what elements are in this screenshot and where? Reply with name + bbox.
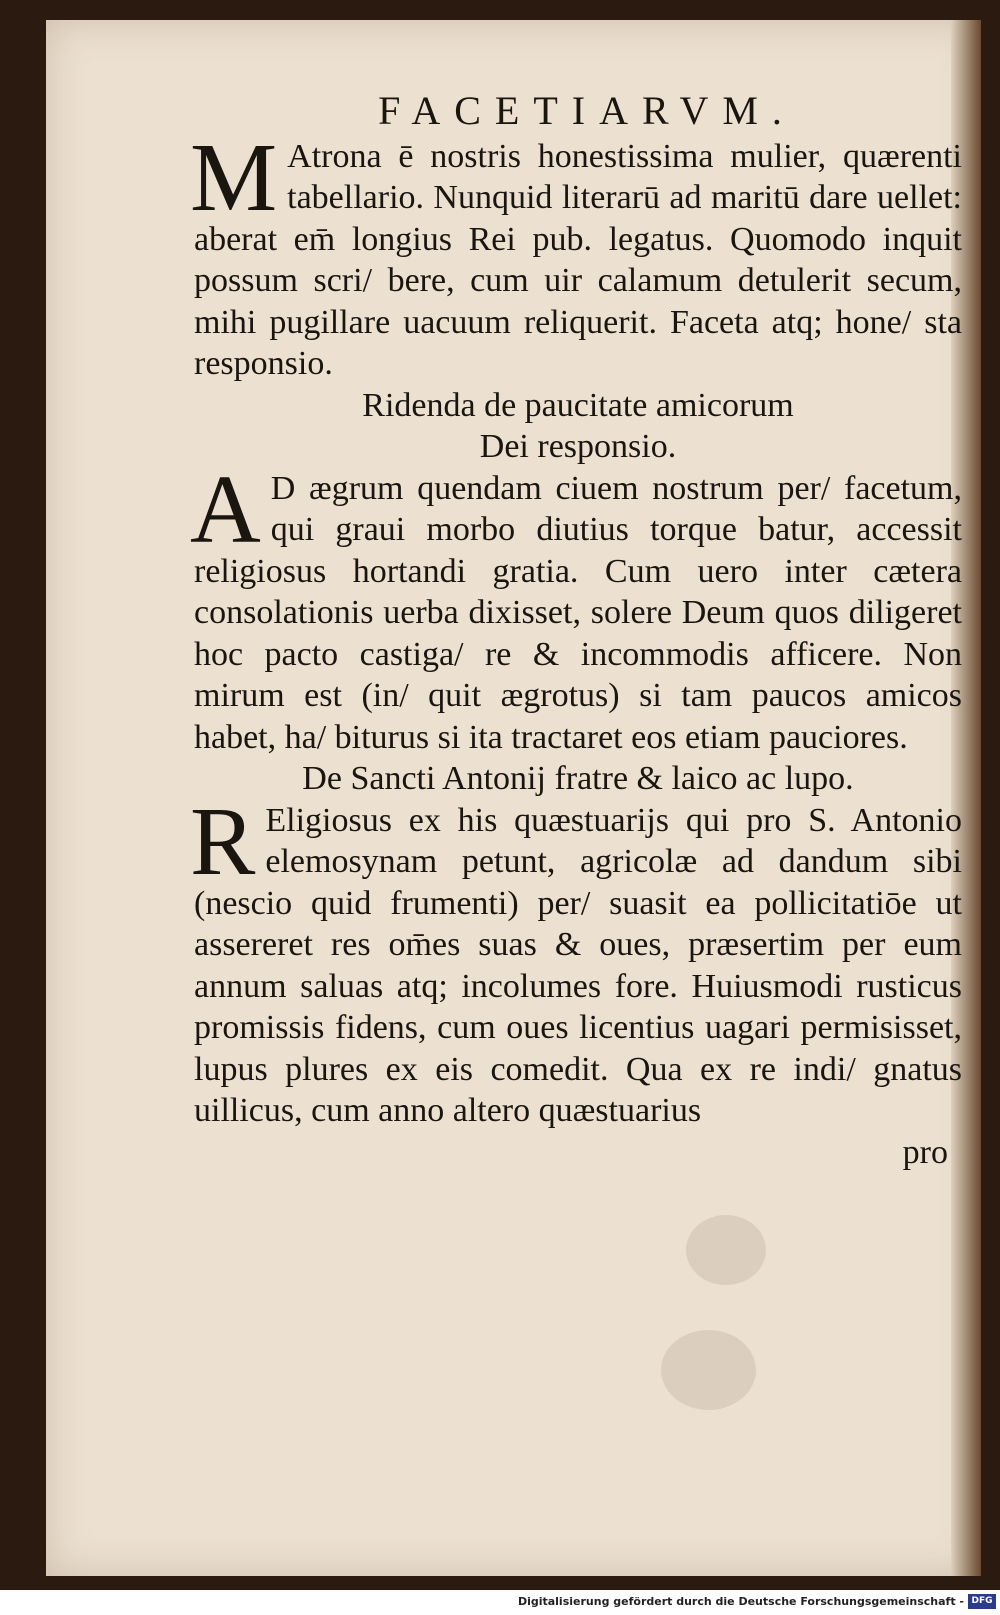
paragraph-religiosus bbox=[190, 787, 962, 1132]
paragraph-text: D ægrum quendam ciuem nostrum per/ facetum, qui graui morbo diutius torque batur, accessit religiosus hortandi gratia. Cum uero inter cætera consolationis uerba dixisset, solere Deum quos diligeret hoc pacto castiga/ re & incommodis afficere. Non mirum est (in/ quit ægrotus) si tam paucos amicos habet, ha/ biturus si ita tractaret eos etiam pauciores. bbox=[194, 469, 962, 756]
drop-initial: M bbox=[190, 123, 278, 232]
running-title: FACETIARVM. bbox=[378, 88, 796, 133]
paper-stain bbox=[661, 1330, 756, 1410]
book-page bbox=[46, 20, 981, 1576]
section-heading bbox=[194, 385, 962, 468]
heading-line: Dei responsio. bbox=[479, 428, 677, 465]
catchword: pro bbox=[902, 1133, 948, 1171]
heading-line: Ridenda de paucitate amicorum bbox=[362, 386, 794, 424]
drop-initial: A bbox=[190, 455, 261, 564]
paper-stain bbox=[686, 1215, 766, 1285]
dfg-logo: DFG bbox=[968, 1594, 996, 1609]
paragraph-text: Atrona ē nostris honestissima mulier, quærenti tabellario. Nunquid literarū ad maritū dare uellet: aberat em̄ longius Rei pub. legatus. Quomodo inquit possum scri/ bere, cum uir calamum detulerit secum, mihi pugillare uacuum reliquerit. Faceta atq; hone/ sta responsio. bbox=[194, 137, 962, 382]
paragraph-matrona bbox=[190, 123, 962, 385]
paragraph-aegrum bbox=[190, 455, 962, 759]
paragraph-text: Eligiosus ex his quæstuarijs qui pro S. Antonio elemosynam petunt, agricolæ ad dandum sibi (nescio quid frumenti) per/ suasit ea pollicitatiōe ut assereret res om̄es suas & oues, præsertim per eum annum saluas atq; incolumes fore. Huiusmodi rusticus promissis fidens, cum oues licentius uagari permisisset, lupus plures ex eis comedit. Qua ex re indi/ gnatus uillicus, cum anno altero quæstuarius bbox=[194, 801, 962, 1129]
page-text bbox=[190, 88, 962, 1173]
digitization-footer bbox=[0, 1590, 1000, 1615]
section-heading: De Sancti Antonij fratre & laico ac lupo. bbox=[302, 760, 854, 797]
drop-initial: R bbox=[190, 787, 256, 896]
funding-credit: Digitalisierung gefördert durch die Deutsche Forschungsgemeinschaft - bbox=[517, 1595, 964, 1608]
